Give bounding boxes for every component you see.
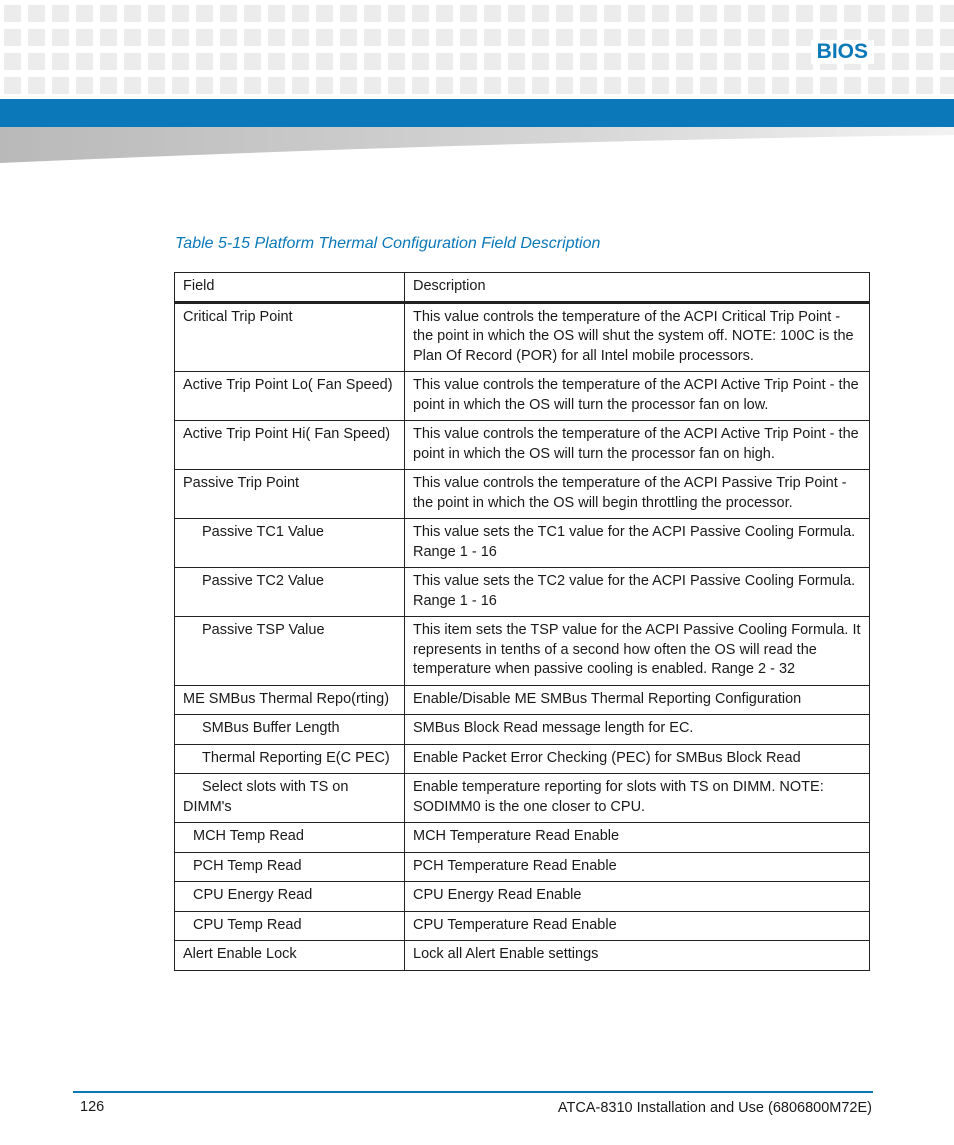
field-description-table — [174, 272, 870, 971]
field-label: Passive TC1 Value — [202, 524, 324, 540]
description-cell: This item sets the TSP value for the ACPI Passive Cooling Formula. It represents in tenths of a second how often the OS will read the temperature when passive cooling is enabled. Range 2 - 32 — [405, 617, 870, 686]
table-row — [175, 685, 870, 715]
field-cell — [175, 617, 405, 686]
description-cell: This value controls the temperature of the ACPI Passive Trip Point - the point in which the OS will begin throttling the processor. — [405, 470, 870, 519]
field-label: CPU Temp Read — [193, 916, 302, 933]
description-cell: Enable Packet Error Checking (PEC) for SMBus Block Read — [405, 744, 870, 774]
description-cell: This value sets the TC1 value for the ACPI Passive Cooling Formula. Range 1 - 16 — [405, 519, 870, 568]
table-row — [175, 744, 870, 774]
field-label: MCH Temp Read — [193, 828, 304, 844]
column-header-description: Description — [405, 273, 870, 303]
table-row — [175, 715, 870, 745]
description-cell: PCH Temperature Read Enable — [405, 852, 870, 882]
document-title: ATCA-8310 Installation and Use (6806800M72E) — [557, 1100, 872, 1116]
field-cell — [175, 852, 405, 882]
description-cell: CPU Temperature Read Enable — [405, 911, 870, 941]
field-cell — [175, 519, 405, 568]
column-header-field: Field — [175, 273, 405, 303]
field-label: Active Trip Point Lo( Fan Speed) — [183, 377, 393, 393]
field-label: Select slots with TS on DIMM's — [183, 779, 349, 815]
field-cell — [175, 715, 405, 745]
field-cell — [175, 774, 405, 823]
table-row — [175, 372, 870, 421]
field-label: PCH Temp Read — [193, 857, 302, 874]
field-cell — [175, 302, 405, 372]
field-cell — [175, 823, 405, 853]
table-row — [175, 302, 870, 372]
field-cell — [175, 911, 405, 941]
table-row — [175, 911, 870, 941]
section-title: BIOS — [811, 40, 874, 64]
field-cell — [175, 568, 405, 617]
field-label: Passive TSP Value — [202, 622, 325, 638]
field-label: Thermal Reporting E(C PEC) — [202, 749, 390, 766]
table-caption: Table 5-15 Platform Thermal Configuration Field Description — [175, 235, 601, 252]
header-grey-swoosh — [0, 127, 954, 163]
description-cell: This value controls the temperature of the ACPI Active Trip Point - the point in which the OS will turn the processor fan on high. — [405, 421, 870, 470]
description-cell: Enable temperature reporting for slots with TS on DIMM. NOTE: SODIMM0 is the one closer to CPU. — [405, 774, 870, 823]
field-cell — [175, 882, 405, 912]
table-row — [175, 852, 870, 882]
field-cell — [175, 372, 405, 421]
page-number: 126 — [80, 1099, 105, 1115]
table-row — [175, 421, 870, 470]
field-cell — [175, 421, 405, 470]
table-row — [175, 470, 870, 519]
field-label: Passive TC2 Value — [202, 573, 324, 589]
field-cell — [175, 744, 405, 774]
field-label: Active Trip Point Hi( Fan Speed) — [183, 426, 391, 442]
field-cell — [175, 685, 405, 715]
description-cell: This value controls the temperature of the ACPI Active Trip Point - the point in which the OS will turn the processor fan on low. — [405, 372, 870, 421]
field-cell — [175, 941, 405, 971]
table-row — [175, 774, 870, 823]
description-cell: Enable/Disable ME SMBus Thermal Reporting Configuration — [405, 685, 870, 715]
field-label: SMBus Buffer Length — [202, 720, 340, 736]
table-header-row — [175, 273, 870, 303]
description-cell: This value sets the TC2 value for the ACPI Passive Cooling Formula. Range 1 - 16 — [405, 568, 870, 617]
table-row — [175, 568, 870, 617]
table-row — [175, 519, 870, 568]
header-blue-bar — [0, 99, 954, 127]
field-label: Critical Trip Point — [183, 308, 293, 325]
description-cell: MCH Temperature Read Enable — [405, 823, 870, 853]
table-row — [175, 941, 870, 971]
description-cell: This value controls the temperature of the ACPI Critical Trip Point - the point in which the OS will shut the system off. NOTE: 100C is the Plan Of Record (POR) for all Intel mobile processors. — [405, 302, 870, 372]
description-cell: SMBus Block Read message length for EC. — [405, 715, 870, 745]
field-label: ME SMBus Thermal Repo(rting) — [183, 690, 390, 707]
table-row — [175, 617, 870, 686]
field-label: Alert Enable Lock — [183, 946, 297, 962]
table-row — [175, 823, 870, 853]
field-label: Passive Trip Point — [183, 475, 300, 491]
footer-rule — [73, 1091, 873, 1093]
field-cell — [175, 470, 405, 519]
description-cell: Lock all Alert Enable settings — [405, 941, 870, 971]
field-label: CPU Energy Read — [193, 887, 313, 903]
description-cell: CPU Energy Read Enable — [405, 882, 870, 912]
table-row — [175, 882, 870, 912]
